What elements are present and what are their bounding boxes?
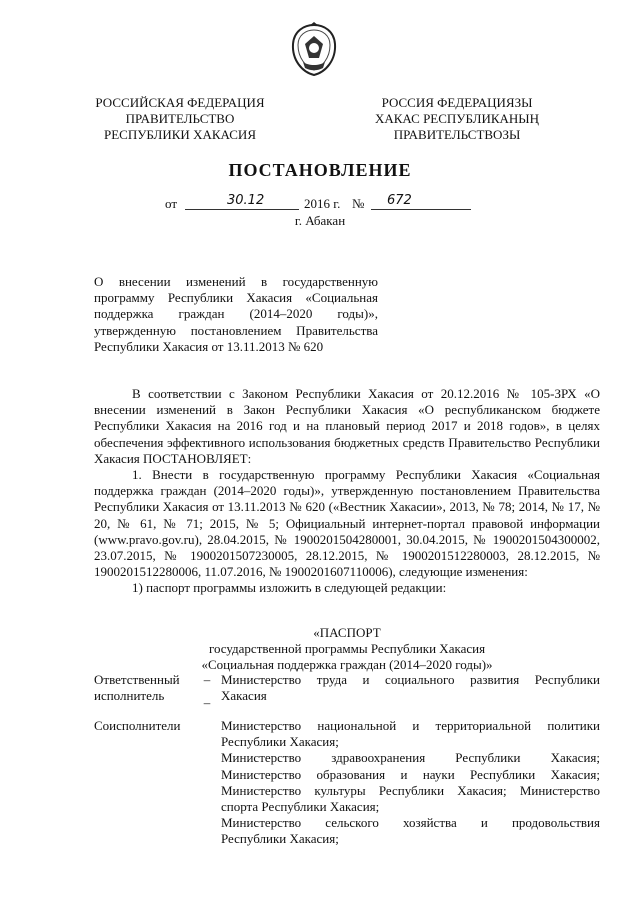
document-subject: О внесении изменений в государственную программу Республики Хакасия «Социальная поддержка граждан (2014–2020 годы)», утвержденную постановлением Правительства Республики Хакасия от 13.11.2013 № 620	[94, 274, 378, 354]
value-line: Министерство образования и науки Республики Хакасия;	[221, 766, 600, 782]
item-1-1-paragraph: 1) паспорт программы изложить в следующей редакции:	[132, 580, 447, 596]
value-line: спорта Республики Хакасия;	[221, 799, 380, 815]
row-label: Соисполнители	[94, 718, 181, 733]
header-left-line: РОССИЙСКАЯ ФЕДЕРАЦИЯ	[95, 95, 265, 110]
passport-row-coexecutors	[94, 718, 600, 848]
header-right-block	[357, 95, 557, 143]
row-label: Ответственный исполнитель	[94, 672, 180, 704]
header-right-line: РОССИЯ ФЕДЕРАЦИЯЗЫ	[381, 95, 533, 110]
value-line: Министерство культуры Республики Хакасия; Министерство	[221, 782, 600, 798]
row-value	[221, 672, 600, 704]
date-handwritten: 30.12	[227, 193, 265, 208]
value-line: Министерство труда и социального развития Республики	[221, 672, 600, 687]
header-left-line: РЕСПУБЛИКИ ХАКАСИЯ	[103, 127, 256, 142]
value-line: Министерство национальной и территориальной политики	[221, 718, 600, 733]
passport-row	[94, 718, 600, 848]
passport-heading	[94, 625, 600, 674]
passport-heading-line: «Социальная поддержка граждан (2014–2020 годы)»	[201, 657, 493, 673]
value-line: Министерство сельского хозяйства и продовольствия	[221, 815, 600, 831]
passport-heading-line: «ПАСПОРТ	[313, 625, 381, 640]
value-line: Республики Хакасия;	[221, 831, 339, 847]
value-line: Министерство здравоохранения Республики Хакасия;	[221, 750, 600, 766]
header-right-line: ПРАВИТЕЛЬСТВОЗЫ	[393, 127, 521, 142]
number-handwritten: 672	[387, 193, 412, 208]
header-right-line: ХАКАС РЕСПУБЛИКАНЫҢ	[374, 111, 540, 126]
value-line: Хакасия	[221, 688, 267, 704]
document-title: ПОСТАНОВЛЕНИЕ	[228, 160, 412, 180]
value-line: Республики Хакасия;	[221, 734, 339, 750]
row-dash: –	[203, 672, 211, 687]
number-underline	[371, 209, 471, 210]
preamble-paragraph: В соответствии с Законом Республики Хакасия от 20.12.2016 № 105-ЗРХ «О внесении изменений в Закон Республики Хакасия «О республиканском бюджете Республики Хакасия на 2016 год и на плановый период 2017 и 2018 годов», в целях обеспечения эффективного использования бюджетных средств Правительство Республики Хакасия ПОСТАНОВЛЯЕТ:	[94, 386, 600, 466]
row-dash: –	[203, 695, 211, 710]
number-sign: №	[352, 196, 365, 211]
coat-of-arms-emblem	[289, 22, 339, 78]
date-number-line	[165, 193, 485, 213]
header-left-line: ПРАВИТЕЛЬСТВО	[125, 111, 235, 126]
date-underline	[185, 209, 299, 210]
city: г. Абакан	[294, 213, 346, 228]
header-left-block	[80, 95, 280, 143]
item-1-paragraph: 1. Внести в государственную программу Республики Хакасия «Социальная поддержка граждан (2014–2020 годы)», утвержденную постановлением Правительства Республики Хакасия от 13.11.2013 № 620 («Вестник Хакасии», 2013, № 78; 2014, № 17, № 20, № 61, № 71; 2015, № 5; Официальный интернет-портал правовой информации (www.pravo.gov.ru), 28.04.2015, № 1900201504280001, 30.04.2015, № 1900201504300002, 23.07.2015, № 1900201507230005, 28.12.2015, № 1900201512280003, 28.12.2015, № 1900201512280006, 11.07.2016, № 1900201607110006), следующие изменения:	[94, 467, 600, 580]
passport-row-responsible	[94, 672, 600, 704]
date-year: 2016 г.	[304, 196, 341, 211]
passport-heading-line: государственной программы Республики Хакасия	[208, 641, 486, 657]
document-body	[94, 386, 600, 597]
passport-table	[94, 672, 600, 704]
row-value	[221, 718, 600, 848]
date-prefix: от	[165, 196, 178, 211]
